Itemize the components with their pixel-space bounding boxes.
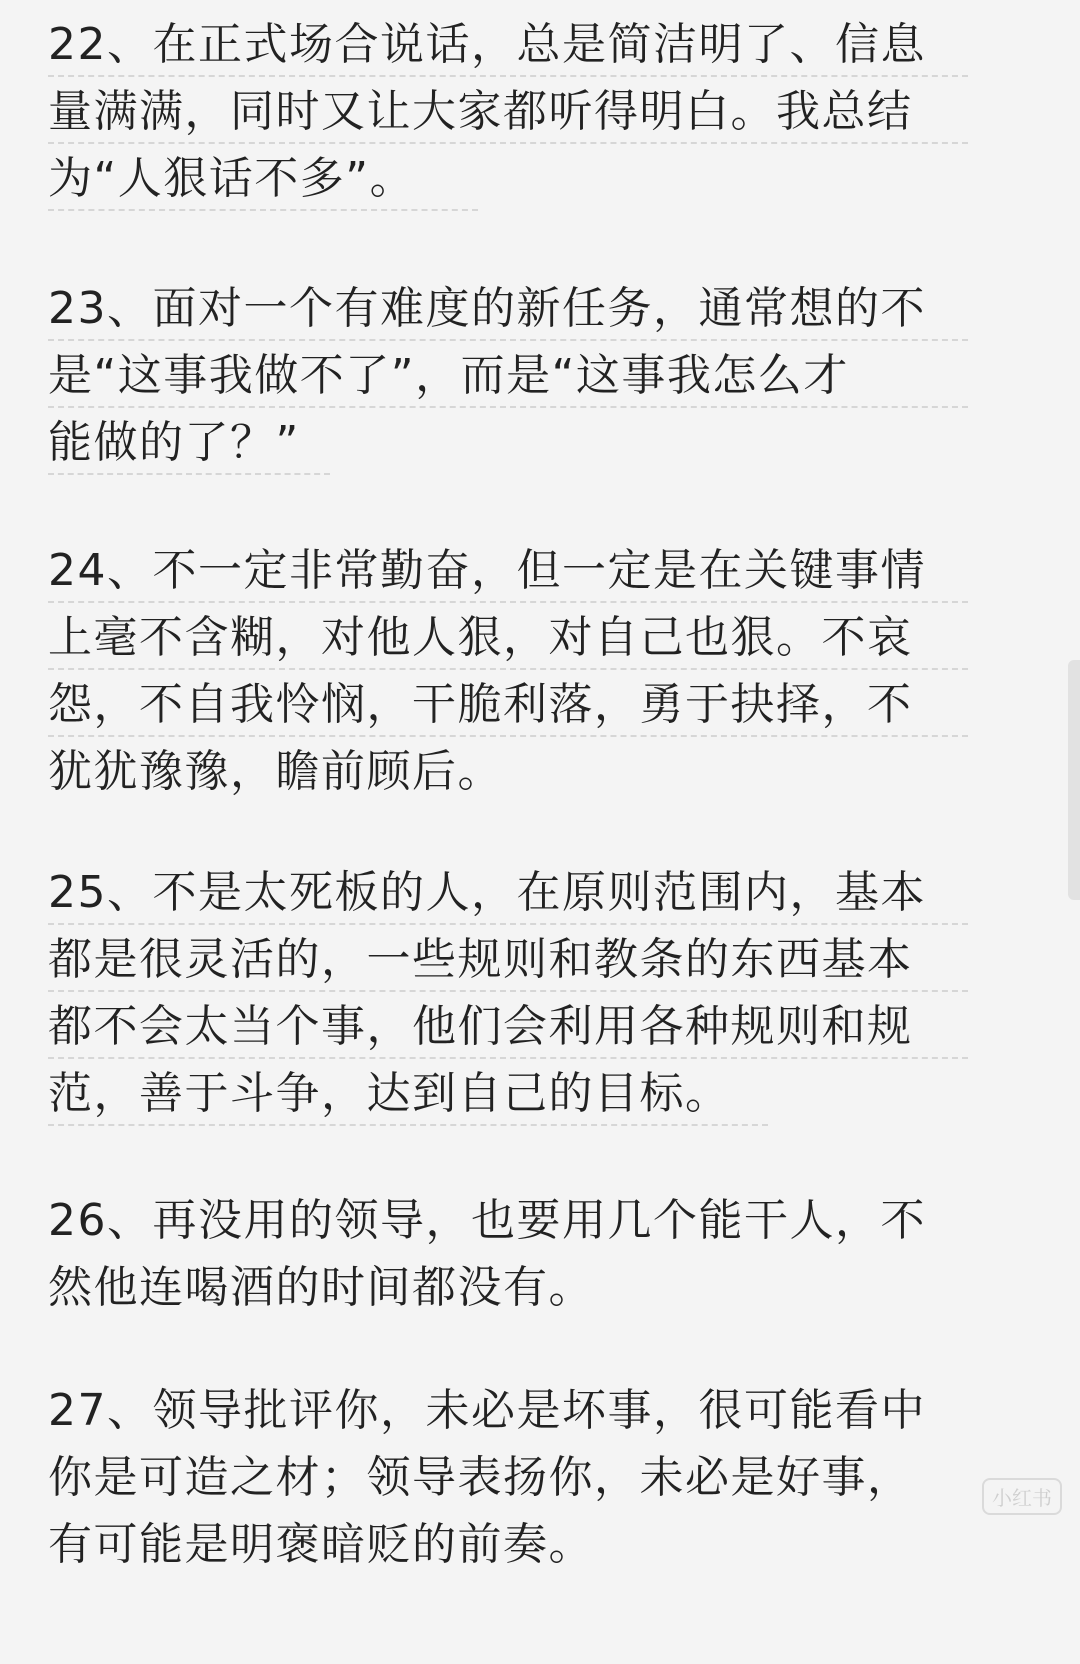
scroll-handle[interactable] — [1068, 660, 1080, 900]
paragraph-24 — [48, 540, 968, 808]
text-line: 上毫不含糊，对他人狠，对自己也狠。不哀 — [48, 607, 968, 674]
text-line: 是“这事我做不了”，而是“这事我怎么才 — [48, 345, 968, 412]
text-line: 能做的了？” — [48, 412, 968, 479]
text-line: 你是可造之材；领导表扬你，未必是好事， — [48, 1447, 968, 1514]
paragraph-22 — [48, 14, 968, 215]
text-line: 23、面对一个有难度的新任务，通常想的不 — [48, 278, 968, 345]
text-line: 26、再没用的领导，也要用几个能干人，不 — [48, 1190, 968, 1257]
paragraph-23 — [48, 278, 968, 479]
text-line: 犹犹豫豫，瞻前顾后。 — [48, 741, 968, 808]
paragraph-26 — [48, 1190, 968, 1324]
paragraph-27 — [48, 1380, 968, 1581]
text-line: 有可能是明褒暗贬的前奏。 — [48, 1514, 968, 1581]
text-line: 量满满，同时又让大家都听得明白。我总结 — [48, 81, 968, 148]
paragraph-25 — [48, 862, 968, 1130]
text-line: 25、不是太死板的人，在原则范围内，基本 — [48, 862, 968, 929]
watermark-logo: 小红书 — [982, 1478, 1062, 1515]
text-line: 范，善于斗争，达到自己的目标。 — [48, 1063, 968, 1130]
text-line: 然他连喝酒的时间都没有。 — [48, 1257, 968, 1324]
text-line: 为“人狠话不多”。 — [48, 148, 968, 215]
text-line: 27、领导批评你，未必是坏事，很可能看中 — [48, 1380, 968, 1447]
text-line: 怨，不自我怜悯，干脆利落，勇于抉择，不 — [48, 674, 968, 741]
text-line: 24、不一定非常勤奋，但一定是在关键事情 — [48, 540, 968, 607]
text-line: 都是很灵活的，一些规则和教条的东西基本 — [48, 929, 968, 996]
text-line: 22、在正式场合说话，总是简洁明了、信息 — [48, 14, 968, 81]
text-line: 都不会太当个事，他们会利用各种规则和规 — [48, 996, 968, 1063]
